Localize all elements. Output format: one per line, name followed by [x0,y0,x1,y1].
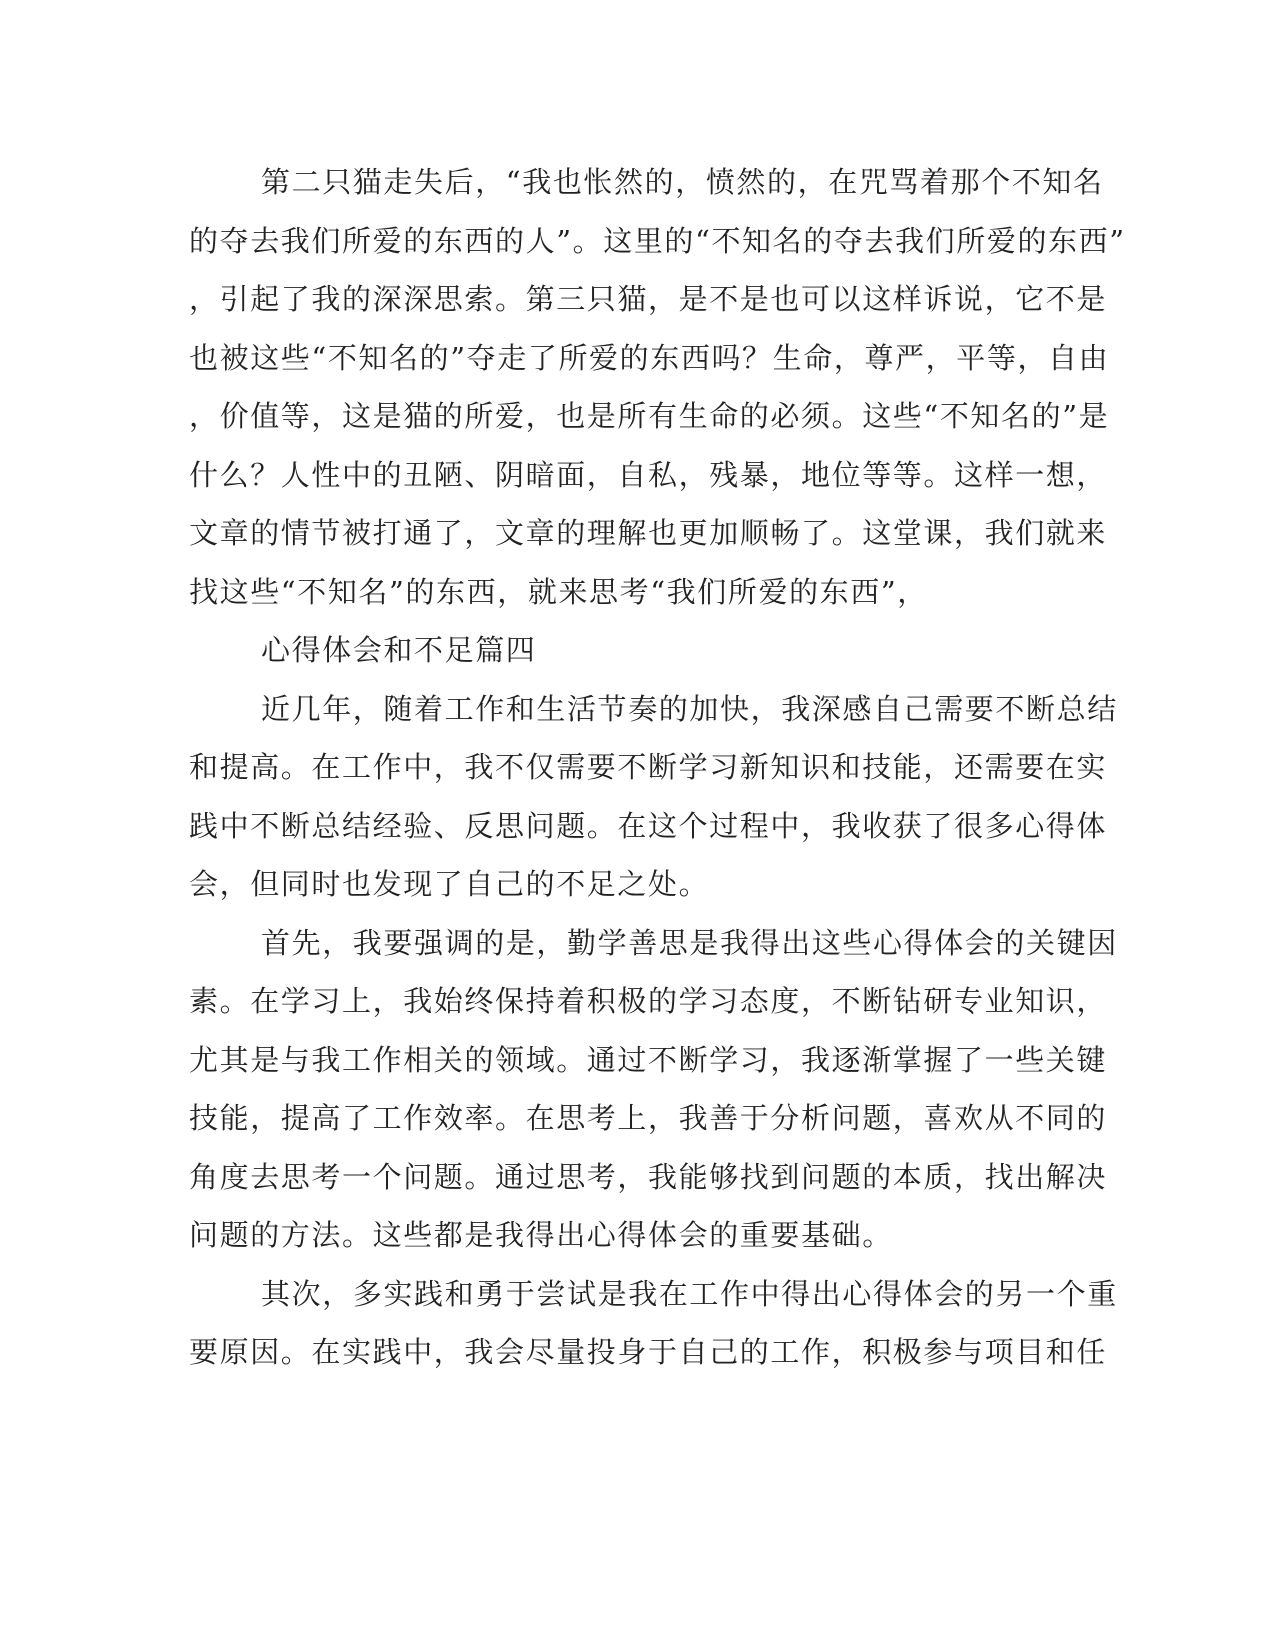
text-line: 尤其是与我工作相关的领域。通过不断学习，我逐渐掌握了一些关键 [189,1043,1108,1077]
text-line: 文章的情节被打通了，文章的理解也更加顺畅了。这堂课，我们就来 [189,516,1108,550]
text-line: 找这些“不知名”的东西，就来思考“我们所爱的东西”， [189,575,928,609]
text-line: 什么？人性中的丑陋、阴暗面，自私，残暴，地位等等。这样一想， [189,458,1108,492]
text-line: 践中不断总结经验、反思问题。在这个过程中，我收获了很多心得体 [189,809,1108,843]
text-line: 也被这些“不知名的”夺走了所爱的东西吗？生命，尊严，平等，自由 [189,341,1110,375]
text-line: ，引起了我的深深思索。第三只猫，是不是也可以这样诉说，它不是 [189,282,1108,316]
text-line: 首先，我要强调的是，勤学善思是我得出这些心得体会的关键因 [261,926,1118,960]
text-line: ，价值等，这是猫的所爱，也是所有生命的必须。这些“不知名的”是 [189,399,1110,433]
text-line: 其次，多实践和勇于尝试是我在工作中得出心得体会的另一个重 [261,1277,1118,1311]
text-line: 素。在学习上，我始终保持着积极的学习态度，不断钻研专业知识， [189,984,1108,1018]
section-heading: 心得体会和不足篇四 [261,633,537,667]
text-line: 角度去思考一个问题。通过思考，我能够找到问题的本质，找出解决 [189,1160,1108,1194]
text-line: 第二只猫走失后，“我也怅然的，愤然的，在咒骂着那个不知名 [261,165,1104,199]
text-line: 的夺去我们所爱的东西的人”。这里的“不知名的夺去我们所爱的东西” [189,224,1126,258]
text-line: 近几年，随着工作和生活节奏的加快，我深感自己需要不断总结 [261,692,1118,726]
text-line: 问题的方法。这些都是我得出心得体会的重要基础。 [189,1218,893,1252]
text-line: 要原因。在实践中，我会尽量投身于自己的工作，积极参与项目和任 [189,1335,1108,1369]
text-line: 技能，提高了工作效率。在思考上，我善于分析问题，喜欢从不同的 [189,1101,1108,1135]
text-line: 和提高。在工作中，我不仅需要不断学习新知识和技能，还需要在实 [189,750,1108,784]
text-line: 会，但同时也发现了自己的不足之处。 [189,867,710,901]
